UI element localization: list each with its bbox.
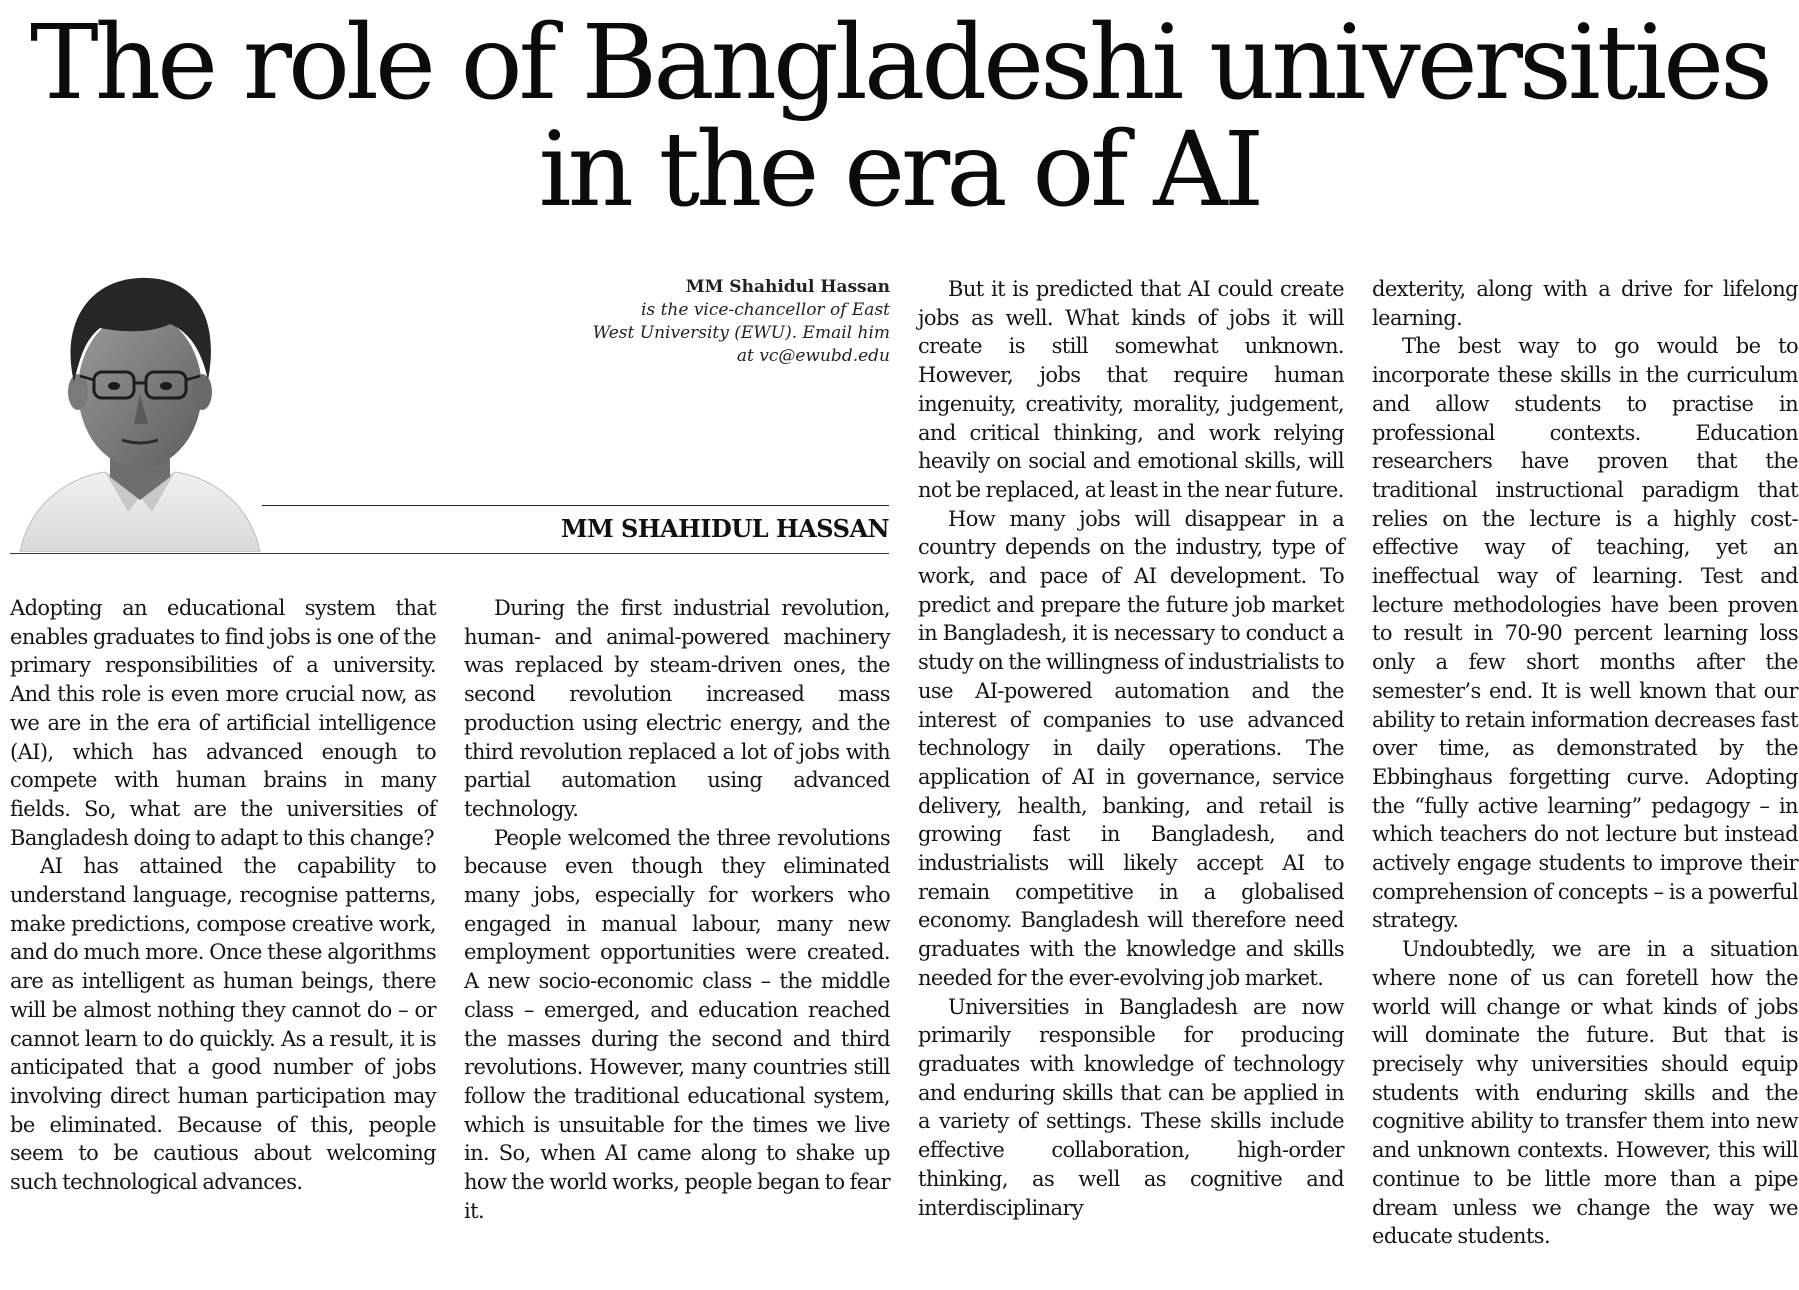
- paragraph: The best way to go would be to incorporate these skills in the curriculum and allow students to practise in professional contexts. Education researchers have proven that the traditional instructional paradigm that relies on the lecture is a highly cost-effective way of teaching, yet an ineffectual way of learning. Test and lecture methodologies have been proven to result in 70-90 percent learning loss only a few short months after the semester’s end. It is well known that our ability to retain information decreases fast over time, as demonstrated by the Ebbinghaus forgetting curve. Adopting the “fully active learning” pedagogy – in which teachers do not lecture but instead actively engage students to improve their comprehension of concepts – is a powerful strategy.: [1372, 334, 1798, 933]
- byline-bio-line-1: is the vice-chancellor of East: [641, 300, 890, 320]
- paragraph: dexterity, along with a drive for lifelong learning.: [1372, 277, 1798, 330]
- paragraph: Adopting an educational system that enables graduates to find jobs is one of the primary responsibilities of a university. And this role is even more crucial now, as we are in the era of artificial intelligence (AI), which has advanced enough to compete with human brains in many fields. So, what are the universities of Bangladesh doing to adapt to this change?: [10, 596, 436, 850]
- author-portrait: [10, 262, 262, 552]
- headline-line-2: in the era of AI: [538, 110, 1261, 230]
- article-column-1: [10, 594, 436, 1197]
- paragraph: But it is predicted that AI could create jobs as well. What kinds of jobs it will create is still somewhat unknown. However, jobs that require human ingenuity, creativity, morality, judgement, and critical thinking, and work relying heavily on social and emotional skills, will not be replaced, at least in the near future.: [918, 277, 1344, 502]
- headline: [8, 3, 1791, 230]
- author-name-caps: MM SHAHIDUL HASSAN: [561, 514, 889, 543]
- byline-bio-line-3: at vc@ewubd.edu: [736, 346, 890, 366]
- article-column-3: [918, 275, 1344, 1222]
- paragraph: Undoubtedly, we are in a situation where none of us can foretell how the world will change or what kinds of jobs will dominate the future. But that is precisely why universities should equip students with enduring skills and the cognitive ability to transfer them into new and unknown contexts. However, this will continue to be little more than a pipe dream unless we change the way we educate students.: [1372, 937, 1798, 1249]
- byline-bio-line-2: West University (EWU). Email him: [592, 323, 890, 343]
- paragraph: Universities in Bangladesh are now primarily responsible for producing graduates with knowledge of technology and enduring skills that can be applied in a variety of settings. These skills include effective collaboration, high-order thinking, as well as cognitive and interdisciplinary: [918, 994, 1344, 1220]
- author-bottom-divider: [10, 553, 889, 554]
- article-column-2: [464, 594, 890, 1225]
- paragraph: AI has attained the capability to understand language, recognise patterns, make predictions, compose creative work, and do much more. Once these algorithms are as intelligent as human beings, there will be almost nothing they cannot do – or cannot learn to do quickly. As a result, it is anticipated that a good number of jobs involving direct human participation may be eliminated. Because of this, people seem to be cautious about welcoming such technological advances.: [10, 854, 436, 1195]
- byline-name: MM Shahidul Hassan: [685, 277, 890, 297]
- article-column-4: [1372, 275, 1798, 1251]
- paragraph: During the first industrial revolution, human- and animal-powered machinery was replaced by steam-driven ones, the second revolution increased mass production using electric energy, and the third revolution replaced a lot of jobs with partial automation using advanced technology.: [464, 596, 890, 821]
- paragraph: People welcomed the three revolutions because even though they eliminated many jobs, especially for workers who engaged in manual labour, many new employment opportunities were created. A new socio-economic class – the middle class – emerged, and education reached the masses during the second and third revolutions. However, many countries still follow the traditional educational system, which is unsuitable for the times we live in. So, when AI came along to shake up how the world works, people began to fear it.: [464, 825, 890, 1223]
- author-top-divider: [262, 505, 889, 506]
- headline-line-1: The role of Bangladeshi universities: [30, 3, 1769, 123]
- paragraph: How many jobs will disappear in a country depends on the industry, type of work, and pace of AI development. To predict and prepare the future job market in Bangladesh, it is necessary to conduct a study on the willingness of industrialists to use AI-powered automation and the interest of companies to use advanced technology in daily operations. The application of AI in governance, service delivery, health, banking, and retail is growing fast in Bangladesh, and industrialists will likely accept AI to remain competitive in a globalised economy. Bangladesh will therefore need graduates with the knowledge and skills needed for the ever-evolving job market.: [918, 506, 1344, 990]
- author-byline: [560, 276, 890, 368]
